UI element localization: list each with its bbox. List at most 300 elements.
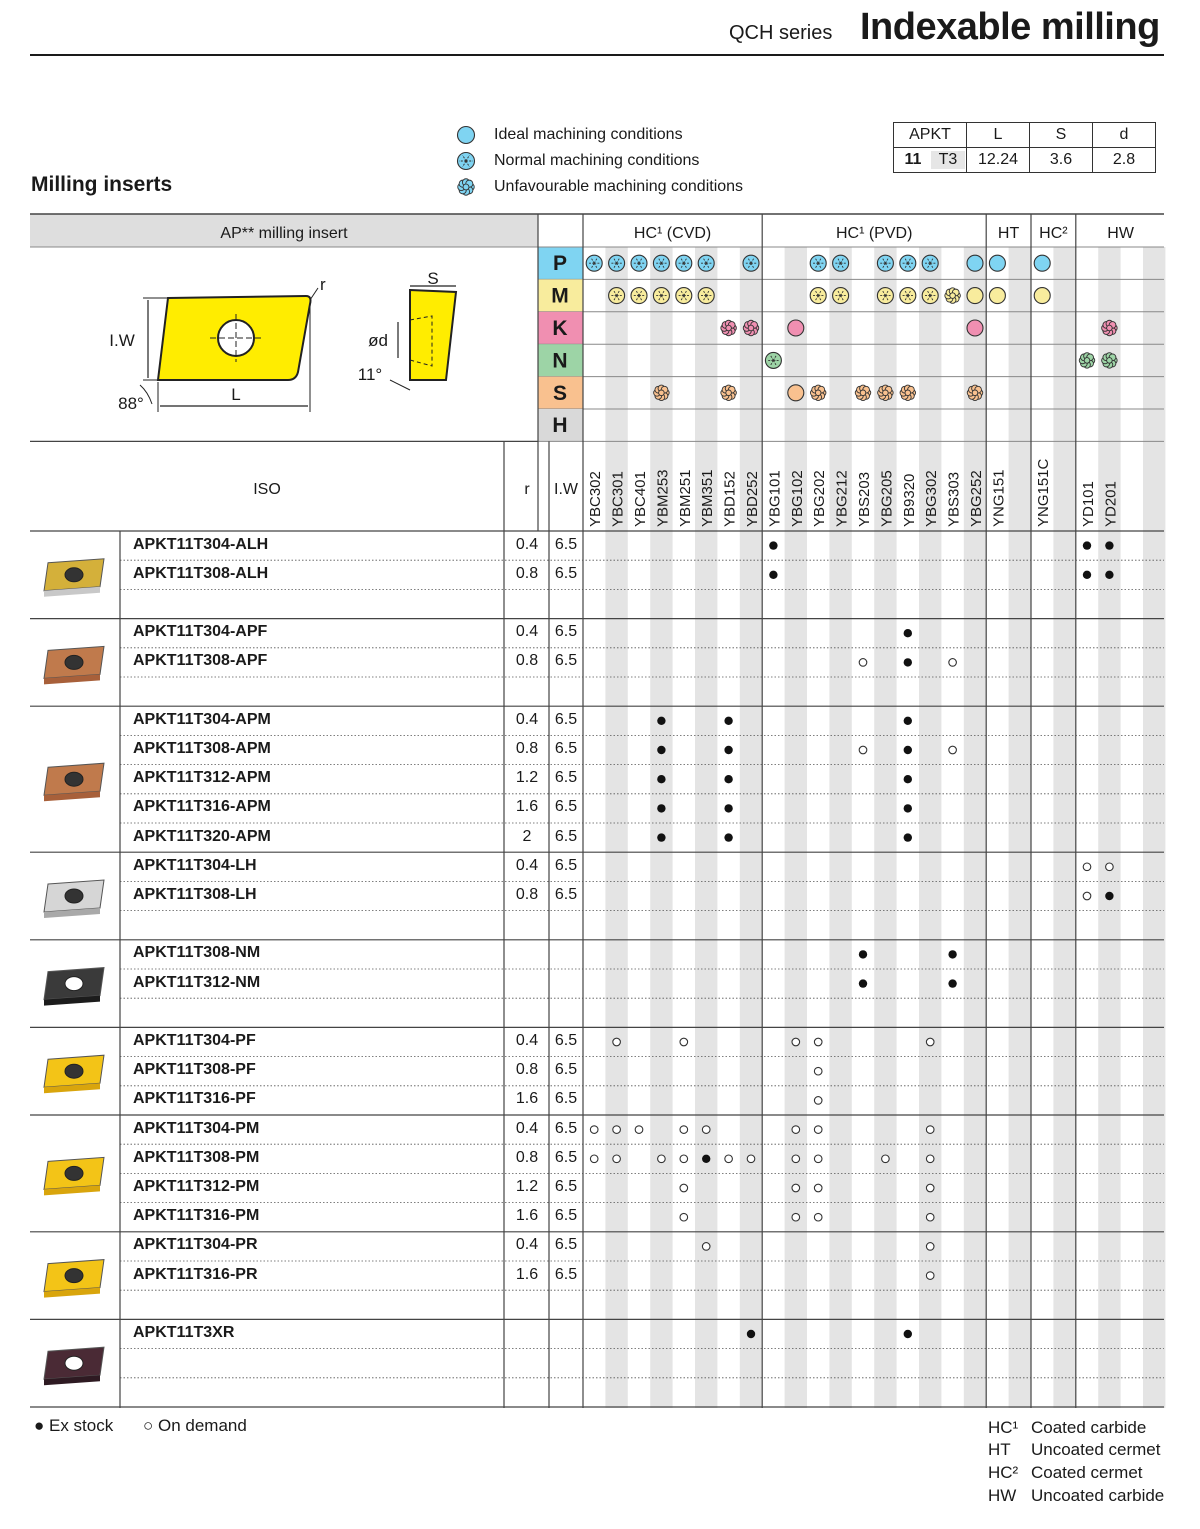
unfavourable-flower-icon: [1102, 353, 1118, 369]
ex-stock-dot: [904, 775, 912, 783]
grade-group-label: HC²: [1039, 225, 1068, 242]
ex-stock-dot: [859, 950, 867, 958]
flower-center: [905, 390, 911, 396]
r-label: r: [320, 275, 326, 294]
flower-center: [815, 390, 821, 396]
grade-name: YBM351: [699, 469, 717, 527]
normal-flower-icon: [922, 255, 938, 271]
insert-photo: [44, 1347, 104, 1385]
insert-r-value: 0.8: [515, 1061, 539, 1079]
insert-r-value: 2: [522, 827, 532, 845]
ex-stock-dot: [948, 950, 956, 958]
s-label: S: [427, 269, 439, 288]
on-demand-dot: [613, 1038, 621, 1046]
insert-iso-code: APKT11T304-ALH: [133, 535, 269, 553]
on-demand-dot: [613, 1126, 621, 1134]
on-demand-dot: [859, 659, 867, 667]
unfavourable-flower-icon: [855, 385, 871, 401]
grade-column-stripe: [964, 247, 986, 1408]
unfavourable-flower-icon: [900, 385, 916, 401]
unfavourable-flower-icon: [721, 320, 737, 336]
ex-stock-dot: [657, 775, 665, 783]
insert-iw-value: 6.5: [554, 1265, 578, 1283]
grade-name: YBG252: [968, 470, 985, 527]
normal-flower-icon: [653, 288, 669, 304]
insert-photo: [44, 559, 104, 597]
legend-ideal-icon: [458, 127, 475, 144]
on-demand-dot: [814, 1038, 822, 1046]
insert-r-value: 0.4: [515, 1119, 539, 1137]
grade-name: YBS303: [945, 471, 963, 527]
unfavourable-flower-icon: [1079, 353, 1095, 369]
d-label: ød: [368, 331, 388, 350]
ex-stock-dot: [702, 1155, 710, 1163]
ex-stock-dot: [904, 833, 912, 841]
insert-iso-code: APKT11T320-APM: [133, 827, 271, 845]
ideal-circle-icon: [989, 288, 1005, 304]
ex-stock-dot: [657, 746, 665, 754]
flower-center: [726, 390, 732, 396]
angle-88-label: 88°: [118, 394, 144, 413]
on-demand-dot: [926, 1272, 934, 1280]
on-demand-dot: [814, 1213, 822, 1221]
insert-photo-hole: [65, 1166, 83, 1180]
on-demand-dot: [949, 659, 957, 667]
normal-flower-icon: [676, 255, 692, 271]
flower-center: [883, 390, 889, 396]
unfavourable-flower-icon: [967, 385, 983, 401]
insert-iso-code: APKT11T316-APM: [133, 798, 271, 816]
on-demand-dot: [949, 746, 957, 754]
on-demand-dot: [680, 1155, 688, 1163]
insert-iso-code: APKT11T304-PM: [133, 1119, 260, 1137]
grade-name: YBD152: [721, 471, 739, 527]
grade-name: YBG202: [811, 470, 829, 527]
angle-11-label: 11°: [357, 365, 383, 384]
ex-stock-dot: [657, 804, 665, 812]
insert-iso-code: APKT11T304-LH: [133, 856, 257, 874]
l-label: L: [231, 385, 241, 404]
iw-header: I.W: [554, 481, 578, 498]
unfavourable-flower-icon: [721, 385, 737, 401]
key-description: Coated carbide: [1031, 1418, 1147, 1437]
insert-r-value: 1.6: [515, 1207, 539, 1225]
insert-photo-hole: [65, 889, 83, 903]
insert-iso-code: APKT11T316-PR: [133, 1265, 258, 1283]
on-demand-dot: [814, 1126, 822, 1134]
normal-flower-icon: [922, 288, 938, 304]
material-N-letter: N: [552, 349, 568, 373]
on-demand-dot: [792, 1213, 800, 1221]
legend-label: Unfavourable machining conditions: [494, 178, 744, 195]
grade-group-label: HT: [997, 225, 1020, 242]
ideal-circle-icon: [967, 288, 983, 304]
grade-column-stripe: [605, 247, 627, 1408]
on-demand-dot: [926, 1213, 934, 1221]
legend-label: Normal machining conditions: [494, 152, 700, 169]
unfavourable-flower-icon: [654, 385, 670, 401]
insert-diagram: [140, 286, 456, 412]
ex-stock-dot: [724, 804, 732, 812]
unfavourable-flower-icon: [878, 385, 894, 401]
ex-stock-dot: [904, 804, 912, 812]
key-code: HC¹: [988, 1418, 1019, 1437]
on-demand-dot: [814, 1184, 822, 1192]
grade-name: YBS203: [856, 471, 873, 527]
material-M-letter: M: [551, 284, 569, 308]
dim-value: 12.24: [967, 148, 1030, 173]
insert-iso-code: APKT11T308-NM: [133, 944, 261, 962]
dim-header: L: [967, 123, 1030, 148]
dim-value: 2.8: [1093, 148, 1156, 173]
flower-center: [748, 325, 754, 331]
key-code: HT: [988, 1440, 1011, 1459]
on-demand-dot: [926, 1038, 934, 1046]
insert-iw-value: 6.5: [554, 623, 578, 641]
ex-stock-dot: [1083, 541, 1091, 549]
legend-label: Ideal machining conditions: [494, 126, 683, 143]
key-description: Uncoated carbide: [1031, 1486, 1165, 1505]
ideal-circle-icon: [788, 385, 804, 401]
insert-r-value: 0.8: [515, 564, 539, 582]
insert-iso-code: APKT11T308-APF: [133, 652, 268, 670]
dim-value: 3.6: [1030, 148, 1093, 173]
normal-flower-icon: [609, 255, 625, 271]
grade-name: YBG302: [923, 470, 941, 527]
normal-flower-icon: [833, 288, 849, 304]
material-S-letter: S: [552, 381, 568, 405]
insert-iso-code: APKT11T308-PF: [133, 1061, 256, 1079]
ideal-circle-icon: [967, 255, 983, 271]
insert-photo-hole: [65, 568, 83, 582]
material-P-letter: P: [552, 252, 568, 276]
r-leader: [310, 288, 318, 300]
r-header: r: [524, 481, 530, 498]
insert-iw-value: 6.5: [554, 710, 578, 728]
normal-flower-icon: [609, 288, 625, 304]
on-demand-dot: [814, 1097, 822, 1105]
grade-name: YNG151C: [1035, 458, 1053, 527]
flower-center: [860, 390, 866, 396]
on-demand-dot: [926, 1126, 934, 1134]
insert-iw-value: 6.5: [554, 1032, 578, 1049]
on-demand-dot: [680, 1213, 688, 1221]
insert-photo: [44, 880, 104, 918]
normal-flower-icon: [631, 288, 647, 304]
insert-iw-value: 6.5: [554, 1090, 578, 1108]
on-demand-dot: [613, 1155, 621, 1163]
on-demand-dot: [747, 1155, 755, 1163]
ex-stock-dot: [904, 1330, 912, 1338]
insert-iw-value: 6.5: [554, 886, 578, 903]
on-demand-dot: [1083, 892, 1091, 900]
ex-stock-dot: [1105, 892, 1113, 900]
ex-stock-dot: [657, 833, 665, 841]
grade-column-stripe: [1143, 247, 1165, 1408]
on-demand-dot: [590, 1155, 598, 1163]
on-demand-dot: [725, 1155, 733, 1163]
on-demand-dot: [926, 1184, 934, 1192]
material-K-letter: K: [552, 317, 568, 340]
insert-r-value: 0.8: [515, 652, 539, 670]
on-demand-dot: [792, 1184, 800, 1192]
flower-center: [972, 390, 978, 396]
grade-group-label: HW: [1107, 225, 1134, 242]
insert-r-value: 0.4: [515, 535, 539, 553]
insert-photo-hole: [65, 1064, 83, 1078]
insert-iw-value: 6.5: [554, 564, 578, 582]
normal-flower-icon: [676, 288, 692, 304]
on-demand-dot: [680, 1038, 688, 1046]
series-label: QCH series: [729, 22, 833, 44]
ex-stock-dot: [948, 979, 956, 987]
insert-iw-value: 6.5: [554, 798, 578, 816]
on-demand-dot: [792, 1038, 800, 1046]
grade-name: YB9320: [900, 473, 918, 527]
on-demand-dot: [658, 1155, 666, 1163]
ex-stock-dot: [1083, 571, 1091, 579]
insert-photo-hole: [65, 1269, 83, 1283]
insert-iso-code: APKT11T312-NM: [133, 973, 261, 991]
insert-photo-hole: [65, 977, 83, 991]
insert-r-value: 1.6: [515, 798, 539, 816]
insert-photo: [44, 763, 104, 801]
insert-r-value: 1.6: [515, 1265, 539, 1283]
insert-iso-code: APKT11T312-PM: [133, 1178, 260, 1195]
insert-photo: [44, 1055, 104, 1093]
insert-photo-hole: [65, 772, 83, 786]
insert-iw-value: 6.5: [554, 1061, 578, 1079]
grade-name: YD101: [1080, 481, 1097, 527]
insert-iso-code: APKT11T3XR: [133, 1324, 235, 1341]
on-demand-dot: [792, 1155, 800, 1163]
insert-iw-value: 6.5: [554, 652, 578, 670]
insert-r-value: 0.4: [515, 710, 539, 728]
grade-name: YBC301: [609, 471, 627, 527]
section-title: Milling inserts: [31, 173, 173, 196]
grade-column-stripe: [785, 247, 807, 1408]
ex-stock-dot: [769, 571, 777, 579]
insert-iw-value: 6.5: [554, 740, 578, 757]
flower-center: [726, 325, 732, 331]
on-demand-dot: [590, 1126, 598, 1134]
insert-r-value: 1.2: [515, 769, 539, 787]
dim-size-rest: T3: [931, 151, 965, 169]
insert-r-value: 0.4: [515, 856, 539, 874]
key-description: Uncoated cermet: [1031, 1440, 1161, 1459]
insert-iso-code: APKT11T308-ALH: [133, 564, 269, 582]
on-demand-dot: [680, 1184, 688, 1192]
grade-name: YBG212: [833, 470, 851, 527]
ex-stock-dot: [904, 717, 912, 725]
ex-stock-legend: ● Ex stock: [34, 1416, 114, 1435]
ideal-circle-icon: [788, 320, 804, 336]
ex-stock-dot: [724, 746, 732, 754]
insert-iso-code: APKT11T316-PF: [133, 1090, 256, 1108]
grade-column-stripe: [695, 247, 717, 1408]
on-demand-dot: [926, 1155, 934, 1163]
grade-name: YNG151: [990, 469, 1008, 527]
unfavourable-flower-icon: [1102, 320, 1118, 336]
ex-stock-dot: [769, 541, 777, 549]
normal-flower-icon: [877, 288, 893, 304]
insert-r-value: 1.2: [515, 1178, 539, 1195]
insert-iso-code: APKT11T304-PR: [133, 1236, 258, 1254]
insert-photo: [44, 968, 104, 1006]
page-title: Indexable milling: [860, 6, 1160, 48]
normal-flower-icon: [653, 255, 669, 271]
insert-iw-value: 6.5: [554, 1178, 578, 1195]
flower-center: [1107, 325, 1113, 331]
ex-stock-dot: [724, 833, 732, 841]
ideal-circle-icon: [989, 255, 1005, 271]
ideal-circle-icon: [1034, 288, 1050, 304]
key-code: HC²: [988, 1463, 1019, 1482]
on-demand-dot: [814, 1155, 822, 1163]
insert-iw-value: 6.5: [554, 1148, 578, 1166]
insert-iso-code: APKT11T312-APM: [133, 769, 271, 787]
ex-stock-dot: [904, 658, 912, 666]
grade-name: YBC401: [632, 471, 649, 527]
insert-r-value: 1.6: [515, 1090, 539, 1108]
unfavourable-flower-icon: [743, 320, 759, 336]
insert-iw-value: 6.5: [554, 769, 578, 787]
grade-name: YBC302: [587, 471, 605, 527]
on-demand-dot: [926, 1243, 934, 1251]
on-demand-dot: [814, 1067, 822, 1075]
normal-flower-icon: [765, 352, 781, 368]
grade-group-label: HC¹ (PVD): [835, 225, 913, 242]
insert-iso-code: APKT11T308-PM: [133, 1148, 260, 1166]
on-demand-dot: [680, 1126, 688, 1134]
on-demand-dot: [702, 1243, 710, 1251]
dim-size-bold: 11: [904, 151, 922, 168]
grade-column-stripe: [829, 247, 851, 1408]
on-demand-dot: [702, 1126, 710, 1134]
insert-r-value: 0.8: [515, 740, 539, 757]
insert-iso-code: APKT11T304-PF: [133, 1032, 256, 1049]
grade-column-stripe: [1009, 247, 1031, 1408]
normal-flower-icon: [810, 288, 826, 304]
grade-name: YBG102: [788, 470, 806, 527]
insert-photo-hole: [65, 1356, 83, 1370]
ideal-circle-icon: [1034, 255, 1050, 271]
insert-iw-value: 6.5: [554, 1207, 578, 1225]
normal-flower-icon: [698, 255, 714, 271]
normal-flower-icon: [900, 288, 916, 304]
insert-r-value: 0.8: [515, 886, 539, 903]
grade-column-stripe: [874, 247, 896, 1408]
on-demand-legend: ○ On demand: [143, 1416, 247, 1435]
insert-iso-code: APKT11T316-PM: [133, 1207, 260, 1225]
ex-stock-dot: [1105, 541, 1113, 549]
insert-title: AP** milling insert: [220, 225, 348, 242]
material-H-letter: H: [552, 414, 568, 438]
on-demand-dot: [882, 1155, 890, 1163]
grade-column-stripe: [650, 247, 672, 1408]
normal-flower-icon: [586, 255, 602, 271]
angle-11-leader: [390, 380, 410, 390]
insert-photo: [44, 1157, 104, 1195]
iso-header: ISO: [253, 481, 281, 498]
dim-header: d: [1093, 123, 1156, 148]
normal-flower-icon: [631, 255, 647, 271]
ex-stock-dot: [859, 979, 867, 987]
flower-center: [950, 293, 956, 299]
grade-name: YD201: [1102, 481, 1120, 527]
grade-name: YBD252: [744, 471, 761, 527]
on-demand-dot: [635, 1126, 643, 1134]
grade-column-stripe: [740, 247, 762, 1408]
on-demand-dot: [859, 746, 867, 754]
grade-name: YBG101: [766, 470, 784, 527]
insert-iw-value: 6.5: [554, 1236, 578, 1254]
ex-stock-dot: [657, 717, 665, 725]
normal-flower-icon: [698, 288, 714, 304]
grade-column-stripe: [1053, 247, 1075, 1408]
grade-group-label: HC¹ (CVD): [633, 225, 712, 242]
insert-iw-value: 6.5: [554, 1119, 578, 1137]
insert-r-value: 0.4: [515, 1032, 539, 1049]
insert-photo: [44, 646, 104, 684]
flower-center: [1107, 358, 1113, 364]
dim-header: S: [1030, 123, 1093, 148]
ex-stock-dot: [724, 775, 732, 783]
unfavourable-flower-icon: [945, 288, 961, 304]
normal-flower-icon: [877, 255, 893, 271]
legend-normal-icon: [458, 153, 475, 170]
ex-stock-dot: [904, 629, 912, 637]
normal-flower-icon: [900, 255, 916, 271]
grade-column-stripe: [919, 247, 941, 1408]
normal-flower-icon: [833, 255, 849, 271]
grade-name: YBG205: [878, 470, 896, 527]
insert-photo-hole: [65, 655, 83, 669]
on-demand-dot: [792, 1126, 800, 1134]
key-code: HW: [988, 1486, 1017, 1505]
insert-iso-code: APKT11T304-APM: [133, 710, 271, 728]
insert-side-view: [410, 290, 456, 380]
grade-name: YBM253: [654, 469, 672, 527]
grade-name: YBM251: [676, 469, 694, 527]
flower-center: [1084, 358, 1090, 364]
grade-column-stripe: [1098, 247, 1120, 1408]
iw-label: I.W: [109, 331, 135, 350]
insert-iso-code: APKT11T304-APF: [133, 623, 268, 641]
ex-stock-dot: [1105, 571, 1113, 579]
insert-iw-value: 6.5: [554, 535, 578, 553]
insert-r-value: 0.8: [515, 1148, 539, 1166]
ex-stock-dot: [904, 746, 912, 754]
normal-flower-icon: [810, 255, 826, 271]
ideal-circle-icon: [967, 320, 983, 336]
insert-iso-code: APKT11T308-APM: [133, 740, 271, 757]
normal-flower-icon: [743, 255, 759, 271]
insert-photo: [44, 1260, 104, 1298]
on-demand-dot: [1106, 863, 1114, 871]
ex-stock-dot: [747, 1330, 755, 1338]
key-description: Coated cermet: [1031, 1463, 1143, 1482]
unfavourable-flower-icon: [810, 385, 826, 401]
insert-iw-value: 6.5: [554, 827, 578, 845]
flower-center: [463, 184, 469, 190]
on-demand-dot: [1083, 863, 1091, 871]
legend-unfavourable-icon: [458, 179, 474, 195]
insert-r-value: 0.4: [515, 1236, 539, 1254]
insert-r-value: 0.4: [515, 623, 539, 641]
insert-iw-value: 6.5: [554, 856, 578, 874]
ex-stock-dot: [724, 717, 732, 725]
